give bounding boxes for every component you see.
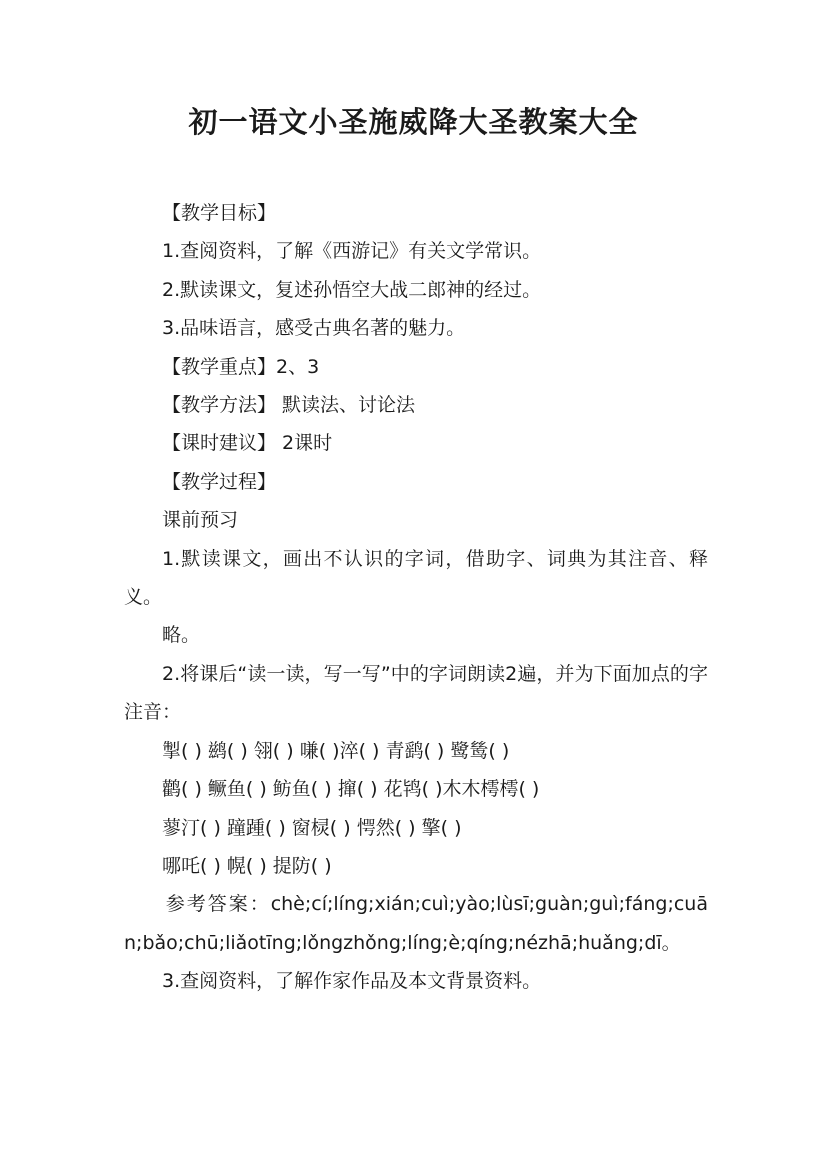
pinyin-exercise-line-2: 鹳( ) 鳜鱼( ) 鲂鱼( ) 撺( ) 花鸨( )木木樗樗( )	[162, 778, 540, 801]
section-heading-key-points: 【教学重点】2、3	[162, 355, 320, 378]
objective-item-1: 1.查阅资料，了解《西游记》有关文学常识。	[162, 240, 542, 263]
section-heading-objectives: 【教学目标】	[162, 202, 277, 224]
subheading-preview: 课前预习	[162, 509, 239, 532]
preview-item-3: 3.查阅资料，了解作家作品及本文背景资料。	[162, 970, 542, 993]
pinyin-exercise-line-1: 掣( ) 鹚( ) 翎( ) 嗛( )淬( ) 青鹞( ) 鹭鸶( )	[162, 739, 510, 762]
preview-item-1-answer: 略。	[162, 624, 201, 647]
section-heading-process: 【教学过程】	[162, 470, 277, 493]
pinyin-exercise-line-4: 哪吒( ) 幌( ) 提防( )	[162, 854, 332, 877]
preview-item-2: 2.将课后“读一读，写一写”中的字词朗读2遍，并为下面加点的字注音：	[124, 662, 708, 724]
pinyin-exercise-line-3: 蓼汀( ) 蹱踵( ) 窗棂( ) 愕然( ) 擎( )	[162, 816, 462, 839]
document-title: 初一语文小圣施威降大圣教案大全	[188, 105, 639, 139]
section-heading-methods: 【教学方法】 默读法、讨论法	[162, 394, 416, 417]
document-body	[124, 194, 708, 1001]
section-heading-lesson-hours: 【课时建议】 2课时	[162, 432, 333, 455]
reference-answer: 参考答案：chè;cí;líng;xián;cuì;yào;lùsī;guàn;guì;fáng;cuān;bǎo;chū;liǎotīng;lǒngzhǒng;líng;è;qíng;nézhā;huǎng;dī。	[124, 893, 708, 954]
preview-item-1: 1.默读课文，画出不认识的字词，借助字、词典为其注音、释义。	[124, 547, 708, 609]
objective-item-2: 2.默读课文，复述孙悟空大战二郎神的经过。	[162, 278, 542, 301]
objective-item-3: 3.品味语言，感受古典名著的魅力。	[162, 317, 466, 340]
